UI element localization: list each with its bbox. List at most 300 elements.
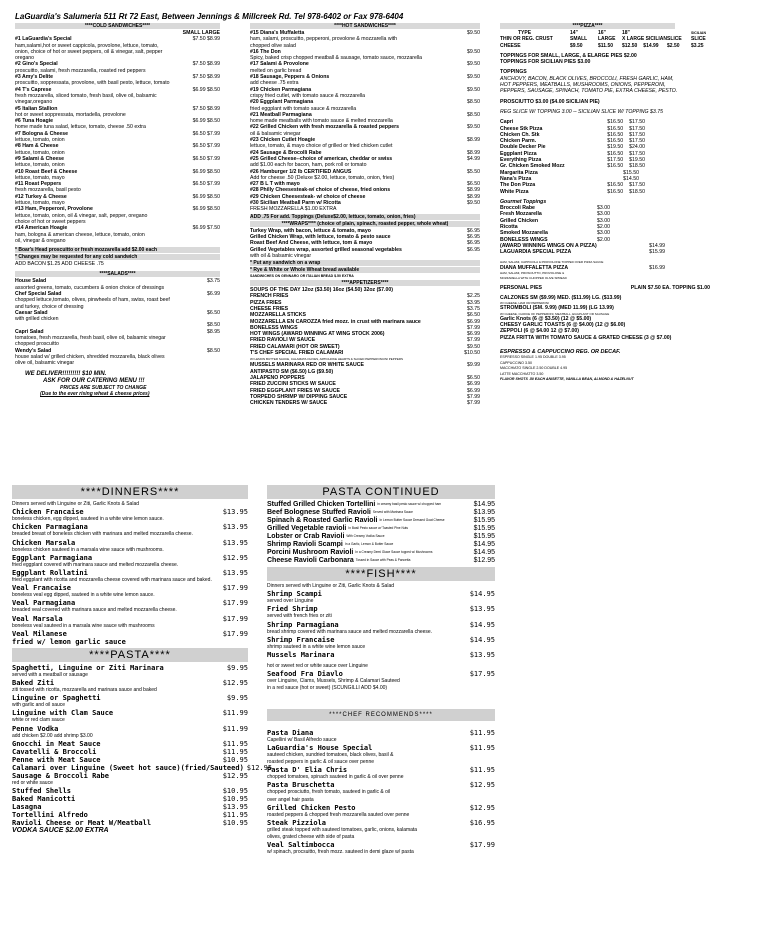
item-name: Gnocchi in Meat Sauce [12,739,101,748]
item-name: Caesar Salad [15,309,48,316]
pizza-cheese-18: $12.50 [622,42,638,49]
item-desc: boneless chicken sauteed in a marsala wine sauce with mushrooms. [12,546,164,553]
item-name: Lobster or Crab Ravioli [267,533,345,540]
chef-list [267,729,495,857]
item-name: #18 Sausage, Peppers & Onions [250,74,330,81]
bread-note: SANDWICHES ON GENNARO OR ITALIAN BREAD $.50 EXTRA [250,274,354,279]
item-name: #25 Grilled Cheese--choice of american, cheddar or swiss [250,155,393,162]
pizza-col-type: TYPE [518,30,532,36]
item-price-b: $17.50 [629,125,645,132]
item-sub: In Lemon Butter Sauce Dressed Goat Cheese [379,518,445,522]
item-price: $14.95 [469,620,495,629]
prices-note: PRICES ARE SUBJECT TO CHANGE [60,384,147,391]
item-price: $11.99 [222,724,248,733]
pasta-list-2 [12,739,273,780]
pizza-col-14: 14" [570,30,578,36]
item-price: $11.95 [222,747,248,756]
item-price: $11.95 [469,766,495,775]
item-name: Penne Vodka [12,724,59,733]
item-desc: ham, bologna & american cheese, lettuce, tomato, onion [15,231,145,238]
item-price: $3.95 [467,299,480,306]
menu-item [12,795,248,803]
toppings-title: TOPPINGS [500,69,527,76]
item-price-b: $17.50 [629,131,645,138]
menu-item [12,584,248,592]
calzones-note: W/ CHEESE, HAM OR PEPPERONI [500,301,549,306]
menu-item [12,508,248,516]
topping-line-2: HOT PEPPERS, MEATBALLS, MUSHROOMS, ONIONS, PEPPERONI, [500,82,666,89]
item-name: #9 Salami & Cheese [15,155,65,162]
item-name: Eggplant Pizza [500,150,537,157]
size-header: SMALL LARGE [182,30,220,36]
item-sub: Tossed in Sauce with Peas & Pancetta [355,558,411,562]
item-name: Spinach & Roasted Garlic Ravioli [267,517,378,524]
item-price: $9.99 [467,362,480,369]
item-price: $6.50 [467,312,480,319]
item-name: #11 Roast Peppers [15,181,62,188]
item-price: $7.99 [467,393,480,400]
item-desc: boneless veal egg dipped, sauteed in a white wine lemon sauce. [12,592,155,599]
item-name: Chicken Marsala [12,538,76,547]
item-desc: fresh mozzarella, sliced tomato, fresh basil, olive oil, balsamic [15,92,157,99]
item-price-a: $16.50 [607,125,624,132]
item-price: $15.99 [649,249,665,256]
item-price: $9.50 [467,61,480,68]
item-desc: oil & balsamic vinegar [250,130,301,137]
item-name: #12 Turkey & Cheese [15,193,67,200]
item-price: $13.95 [473,509,495,516]
item-name: Capri [500,119,514,126]
menu-item [267,651,495,659]
item-name: PIZZA FRIES [250,299,282,306]
pasta-continued-section [267,483,495,857]
salad-list [15,278,220,366]
item-desc: add chicken $2.00 add shrimp $3.00 [12,732,93,739]
item-name: #19 Chicken Parmagiana [250,86,312,93]
espresso-title: ESPRESSO & CAPPUCCINO REG. OR DECAF. [500,348,621,355]
item-name: Grilled Chicken Pesto [267,803,356,812]
fra-diavlo-price: $17.95 [469,670,495,679]
item-desc: lettuce, tomato, & mayo choice of grilled or fried chicken cutlet [250,143,393,150]
item-price: $6.50 $7.99 [192,143,220,150]
toppings-price-2: TOPPINGS FOR SICILIAN PIES $3.00 [500,59,591,66]
item-name: #8 Ham & Cheese [15,143,59,150]
item-name: #20 Eggplant Parmagiana [250,99,314,106]
mussels-sauce: hot or sweet red or white sauce over Linguine [267,663,368,670]
item-name: #17 Salami & Provolone [250,61,309,68]
item-sub: In Basil Pesto sauce w/ Toasted Pine Nuts [348,526,409,530]
item-name: CHEESE FRIES [250,305,289,312]
milanese-extra [12,638,248,646]
dinners-title: ****DINNERS**** [12,485,248,499]
item-name: Steak Pizziola [267,819,327,828]
item-name: Fresh Mozzarella [500,211,542,218]
item-price: $11.95 [222,739,248,748]
item-name: Sausage & Broccoli Rabe [12,771,109,780]
item-price-a: $16.50 [607,138,624,145]
item-price: $14.95 [469,590,495,599]
item-desc: served over Linguine [267,598,314,605]
item-desc: boneless chicken, egg dipped, sauteed in a white wine lemon sauce. [12,516,164,523]
item-desc: crispy fried cutlet, with tomato sauce & mozzarella [250,92,366,99]
pizza-cheese-16: $11.50 [598,42,614,49]
item-name: #27 B L T with mayo [250,181,300,188]
wrap-list [250,228,480,253]
pizza-slice: SLICE [667,36,682,43]
item-name: Lasagna [12,803,42,812]
item-sub: With Creamy Vodka Sauce [346,534,385,538]
item-name: FRIED EGGPLANT FRIES W/ SAUCE [250,387,340,394]
gourmet-topping-list [500,205,610,243]
menu-item [12,554,248,562]
item-desc: ham, salami, proscuitto, pepperoni, provolone & mozzarella with [250,36,398,43]
item-price: $8.50 [207,322,220,329]
item-name: BONELESS WINGS [500,236,548,243]
item-name: MOZZARELLA STICKS [250,312,307,319]
item-price: $7.50 $8.99 [192,105,220,112]
item-desc: grilled steak topped with sauteed tomatoes, garlic, onions, kalamata [267,827,418,834]
item-name: Nana's Pizza [500,175,532,182]
item-desc: proscuitto, soppressata, provolone, with basil pesto, lettuce, tomato [15,80,170,87]
item-name: (AWARD WINNING WINGS ON A PIZZA) [500,242,597,249]
deliver-note: WE DELIVER!!!!!!!!! $10 MIN. [25,370,107,377]
item-name: Penne with Meat Sauce [12,755,101,764]
item-desc: chopped olive salad [250,42,296,49]
item-price: $13.95 [222,569,248,578]
hot-sandwiches-section [250,22,480,406]
salads-title: ****SALADS**** [15,271,220,277]
item-name: #16 The Don [250,48,281,55]
pizza-sicilian-slice: SLICE [691,36,706,43]
item-name: Linguine with Clam Sauce [12,709,114,718]
soup-line: SOUPS OF THE DAY 12oz ($3.50) 16oz ($4.50) 32oz ($7.00) [250,287,393,294]
menu-item [267,557,495,565]
item-name: #2 Gino's Special [15,61,58,68]
menu-item [12,523,248,531]
item-desc: fresh mozzarella, basil pesto [15,187,81,194]
fra-diavlo-name: Seafood Fra Diavlo [267,670,343,679]
pizza-cheese-slice: $2.50 [667,42,680,49]
diana-note-2: MOZZARELLA WITH CHOPPED OLIVE SPREAD [500,275,567,280]
item-price: $6.99 [467,331,480,338]
pasta-redwhite: red or white sauce [12,779,53,786]
item-price: $12.95 [469,781,495,790]
item-price-a: $17.50 [607,157,624,164]
item-name: The Don Pizza [500,182,536,189]
item-price: $6.99 $8.50 [192,86,220,93]
item-price-a: $15.50 [623,169,639,176]
pizza-large: LARGE [598,36,616,43]
item-name: FRIED ZUCCINI STICKS W/ SAUCE [250,381,336,388]
item-price: $3.00 [597,211,610,218]
topping-line-3: PEPPERS, SAUSAGE, SPINACH, TOMATO PIE, EXTRA CHEESE, PESTO. [500,88,678,95]
wrap-after: with oil & balsamic vinegar [250,252,312,259]
appetizer-list [250,293,480,356]
item-name: Cheese Ravioli Carbonara [267,557,354,564]
pizza-section [500,22,755,383]
item-name: Stuffed Shells [12,787,72,796]
pizza-xlarge: X LARGE SICILIAN [622,36,668,43]
cold-sandwich-list [15,36,220,244]
item-desc: and turkey, choice of dressing [15,303,84,310]
menu-item [267,501,495,509]
menu-item [12,630,248,638]
item-price-a: $16.50 [607,163,624,170]
item-price: $7.50 $8.99 [192,36,220,43]
item-price: $6.99 $8.50 [192,193,220,200]
item-desc: roasted peppers & chopped fresh mozzarella sauted over penne [267,811,410,818]
item-name: #22 Grilled Chicken with fresh mozzarella & roasted peppers [250,124,400,131]
pizza-col-sicilian: SICILIAN [691,31,706,35]
fra-diavlo-desc-1: over Linguine, Clams, Mussels, Shrimp & Calamari Sauteed [267,678,400,685]
menu-item [267,636,495,644]
item-name: #10 Roast Beef & Cheese [15,168,78,175]
item-desc: hot or sweet soppressata, mortadella, provolone [15,111,126,118]
espresso-line-1: ESPRESSO SINGLE 1.95 DOUBLE 3.95 [500,355,566,360]
wrap-note-1: * Put any sandwich on a wrap [250,260,480,266]
item-price: $16.95 [469,819,495,828]
item-price: $14.95 [473,501,495,508]
item-desc: fried eggplant with tomato sauce & mozzarella [250,105,357,112]
gourmet-title: Gourmet Toppings [500,198,547,205]
item-name: Everything Pizza [500,157,542,164]
item-price: $12.95 [473,557,495,564]
menu-item [12,615,248,623]
item-name: FRENCH FRIES [250,293,289,300]
item-desc: w/ spinach, procsuitto, fresh mozz. sauteed in demi glaze w/ pasta [267,849,414,856]
item-price: $15.95 [473,517,495,524]
pizza-cheese-sicilian: $14.99 [643,42,659,49]
item-desc: chopped prosciutto, fresh tomato, sauteed in garlic & oil [267,789,391,796]
pizza-cheese: CHEESE [500,42,521,49]
item-name: Porcini Mushroom Ravioli [267,549,354,556]
item-price-a: $16.50 [607,131,624,138]
menu-item [267,744,495,752]
item-name: LAGUARDIA SPECIAL PIZZA [500,249,572,256]
item-name: MOZZARELLA EN CAROZZA fried mozz. in crust with marinara sauce [250,318,421,325]
item-desc: chopped lettuce,tomato, olives, pinwheels of ham, swiss, roast beef [15,297,170,304]
item-desc: sauteed chicken, sundried tomatoes, black olives, basil & [267,751,394,758]
item-price: $14.95 [473,549,495,556]
item-price-b: $19.50 [629,157,645,164]
menu-item [12,772,248,780]
item-sub: in creamy basil pesto sauce w/ chopped ham [377,502,441,506]
item-price: $8.95 [207,328,220,335]
item-price: $6.95 [467,246,480,253]
item-name: #30 Sicilian Meatball Parm w/ Ricotta [250,200,341,207]
item-name: Cheese Stk Pizza [500,125,543,132]
item-price: $6.99 $8.50 [192,118,220,125]
item-name: Cavatelli & Broccoli [12,747,97,756]
item-name: #23 Chicken Cutlet Hoagie [250,137,316,144]
item-name: Grilled Chicken Wrap, with lettuce, tomato & pesto sauce [250,233,391,240]
fish-list [267,590,495,659]
prosciutto-line: PROSCIUTTO $3.00 ($4.00 SICILIAN PIE) [500,98,600,105]
item-price: $13.95 [469,605,495,614]
item-price: $3.00 [597,205,610,212]
item-name: Double Decker Pie [500,144,546,151]
item-name: JALAPENO POPPERS [250,374,305,381]
item-price-b: $17.50 [629,119,645,126]
item-name: House Salad [15,278,47,285]
item-name: Turkey Wrap, with bacon, lettuce & tomato, mayo [250,227,371,234]
item-desc: tomatoes, fresh mozzarella, fresh basil, olive oil, balsamic vinegar [15,335,166,342]
menu-item [12,811,248,819]
catering-note: ASK FOR OUR CATERING MENU !!! [43,377,145,384]
lag-special-note: HAM, SALAMI, CAPPICOLA & PROVOLONE TOPPED OVER PIZZA SAUCE [500,259,604,264]
wrap-note-2: * Rye & White or Whole Wheat bread available [250,267,480,273]
item-price: $9.50 [467,74,480,81]
item-price: $6.95 [467,227,480,234]
item-price: $6.95 [467,240,480,247]
item-price: $9.50 [467,124,480,131]
item-name: Chicken Parmagiana [12,523,88,532]
pasta-title: ****PASTA**** [12,648,248,662]
hot-sandwiches-title: ****HOT SANDWICHES**** [250,23,480,29]
toppings-price-1: TOPPINGS FOR SMALL, LARGE, & ELARGE PIES $2.00 [500,52,637,59]
cheesy-toast-line: CHEESY GARLIC TOASTS (6 @ $4.00) (12 @ $6.00) [500,321,626,328]
item-price: $12.95 [222,679,248,688]
item-price: $14.95 [473,541,495,548]
item-name: Spaghetti, Linguine or Ziti Marinara [12,663,164,672]
item-name: Eggplant Parmagiana [12,553,93,562]
knots-line: Garlic Knots (6 @ $3.50) (12 @ $5.00) [500,315,592,322]
item-price: $8.99 [467,193,480,200]
item-desc: roasted peppers in garlic & oil sauce over penne [267,759,375,766]
item-price-b: $17.50 [629,182,645,189]
item-price-b: $17.50 [629,138,645,145]
item-desc: ziti tossed with ricotta, mozzarella and marinara sauce and baked [12,687,157,694]
item-price: $8.99 [467,137,480,144]
item-price: $11.95 [222,811,248,820]
item-desc: over angel hair pasta [267,796,314,803]
pizza-crust: THIN OR REG. CRUST [500,36,553,43]
item-desc: home made tuna salad, lettuce, tomato, cheese .50 extra [15,124,146,131]
pasta-continued-list [267,501,495,565]
item-price: $2.25 [467,293,480,300]
menu-item [267,541,495,549]
item-desc: boneless veal sauteed in a marsala wine sauce with mushrooms [12,622,155,629]
espresso-line-2: CAPPUCCINO 3.50 [500,360,532,365]
item-price: $13.95 [222,523,248,532]
item-price: $13.95 [222,803,248,812]
stromboli-note: W/ CHEESE, CHOICE OF PEPPERONI, MEATBALL, EGGPLANT OR SAUSAGE [500,311,610,316]
item-price: $7.99 [467,337,480,344]
fra-diavlo-desc-2: in a red sauce (hot or sweet) (SCUNGILLI ADD $4.00) [267,685,388,692]
item-name: Baked Ziti [12,679,55,688]
item-price: $7.50 $8.99 [192,74,220,81]
item-desc: lettuce, tomato, onion [15,137,65,144]
item-price: $17.99 [222,614,248,623]
item-desc: served with french fries or ziti [267,613,332,620]
item-name: Tortellini Alfredo [12,811,88,820]
menu-item [12,748,248,756]
stromboli-line: STROMBOLI (SM. 9.99) (MED 11.99) (LG 13.99) [500,305,614,312]
item-price: $8.99 [467,187,480,194]
item-desc: melted on garlic bread [250,67,302,74]
fish-title: ****FISH**** [267,567,495,581]
appetizers-title: ****APPETIZERS**** [250,280,480,286]
item-price: $6.95 [467,233,480,240]
zeppoli-line: ZEPPOLI (6 @ $4.00 12 @ $7.00) [500,328,580,335]
menu-item [12,679,248,687]
item-price: $11.99 [222,709,248,718]
menu-item [267,729,495,737]
item-name: Pasta D' Elia Chris [267,766,348,775]
dinner-list [12,508,248,638]
item-name: #24 Sausage & Brocolli Rabe [250,149,322,156]
item-price: $8.50 [207,347,220,354]
item-name: Chef Special Salad [15,290,62,297]
item-price: $7.99 [467,400,480,407]
topping-line-1: ANCHOVY, BACON, BLACK OLIVES, BROCCOLI, FRESH GARLIC, HAM, [500,75,674,82]
diana-pizza-name: DIANA MUFFALETTA PIZZA [500,264,569,271]
item-name: Veal Saltimbocca [267,841,335,850]
item-desc: Spicy, baked crisp chopped meatball & sausage, tomato sauce, mozzarella [250,55,423,62]
item-desc: chopped proscuitto [15,341,59,348]
item-price-b: $24.00 [629,144,645,151]
vodka-note: VODKA SAUCE $2.00 EXTRA [12,827,109,835]
item-name: #29 Chicken Cheesesteak- w/ choice of cheese [250,193,366,200]
milanese-desc: fried w/ lemon garlic sauce [12,637,126,646]
item-desc: lettuce, tomato, onion, oil & vinegar, salt, pepper, oregano [15,212,148,219]
cold-sandwiches-title: ****COLD SANDWICHES**** [15,23,220,29]
item-name: Mussels Marinara [267,651,335,660]
item-price: $10.95 [222,819,248,828]
item-desc: proscuitto, salami, fresh mozzarella, roasted red peppers [15,67,146,74]
item-name: #1 LaGuardia's Special [15,36,72,43]
item-name: #26 Hamburger 1/2 lb CERTIFIED ANGUS [250,168,352,175]
item-price: $3.00 [597,217,610,224]
item-desc: breaded veal covered with marinara sauce and melted mozzarella cheese. [12,607,177,614]
espresso-line-3: MACCHIATO SINGLE 2.50 DOUBLE 4.95 [500,366,568,371]
item-name: Gr. Chicken Smoked Mozz [500,163,565,170]
menu-item [12,787,248,795]
item-price: $6.50 [467,374,480,381]
item-name: Shrimp Ravioli Scampi [267,541,343,548]
menu-item [12,709,248,717]
item-desc: with garlic and oil sauce [12,702,66,709]
item-name: #7 Bologna & Cheese [15,130,69,137]
item-price: $17.99 [469,841,495,850]
menu-item [267,605,495,613]
item-price: $6.50 $7.99 [192,130,220,137]
pizza-col-18: 18" [622,30,630,36]
item-name: FRIED RAVIOLI W/ SAUCE [250,337,316,344]
item-price: $7.99 [467,324,480,331]
item-desc: house salad w/ grilled chicken, shredded mozzarella, black olives [15,353,165,360]
item-desc: served with a meatball or sausage [12,671,88,678]
menu-item [267,509,495,517]
item-desc: lettuce, tomato, onion [15,149,65,156]
item-price: $5.50 [467,168,480,175]
item-sub: In a Creamy Demi Glace Sauce topped w/ Mushrooms [355,550,433,554]
pasta-list [12,664,248,740]
item-desc: fried eggplant with ricotta and mozzarella cheese covered with marinara sauce and baked. [12,577,212,584]
item-price: $6.50 $7.99 [192,181,220,188]
item-price: $13.95 [222,508,248,517]
item-price: $12.95 [469,803,495,812]
item-price: $6.50 [207,309,220,316]
item-price: $17.99 [222,599,248,608]
item-price: $6.50 $7.99 [192,155,220,162]
item-desc: onion, choice of hot or sweet peppers, oil & vinegar, salt, pepper [15,48,163,55]
item-name: #28 Philly Cheesesteak-w/ choice of cheese, fried onions [250,187,391,194]
item-desc: lettuce, tomato, mayo [15,200,65,207]
pasta-list-3 [12,787,248,827]
menu-item [12,569,248,577]
item-name: Ricotta [500,224,518,231]
